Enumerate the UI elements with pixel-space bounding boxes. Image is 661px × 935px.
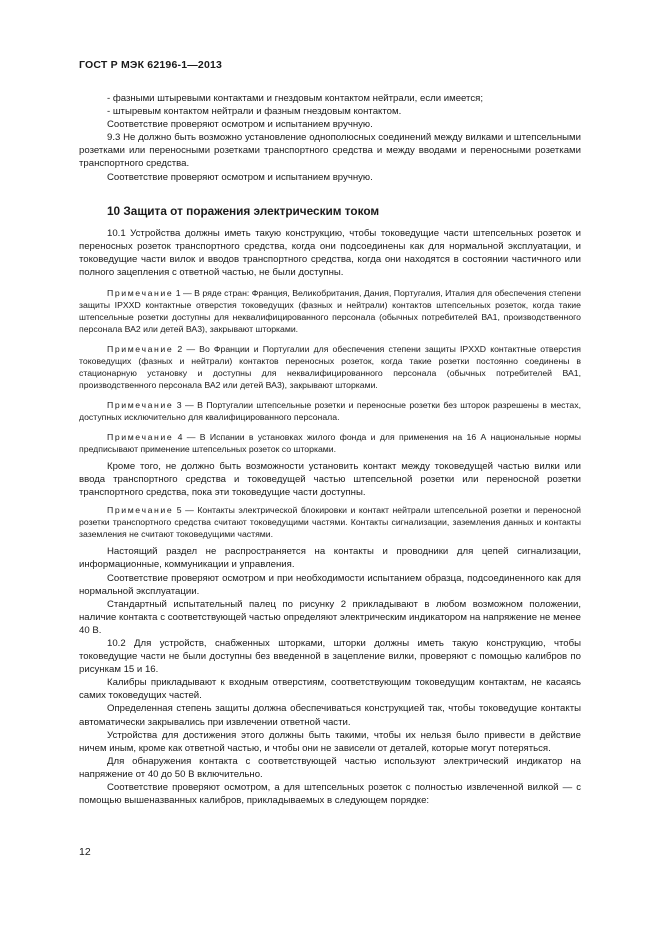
note-1 xyxy=(79,287,581,335)
document-header: ГОСТ Р МЭК 62196-1—2013 xyxy=(79,59,223,71)
paragraph-protection: Определенная степень защиты должна обеспечиваться конструкцией так, чтобы токоведущие контакты автоматически закрывались при извлечении ответной части. xyxy=(79,703,581,728)
list-item: - фазными штыревыми контактами и гнездовым контактом нейтрали, если имеется; xyxy=(107,93,483,104)
page-content xyxy=(79,92,581,807)
note-text: 5 — Контакты электрической блокировки и контакт нейтрали штепсельной розетки и переносной розетки транспортного средства считают токоведущими частями. Контакты сигнализации, заземления данных и контакты заземления не считают токоведущими частями. xyxy=(79,505,581,540)
note-label: Примечание xyxy=(107,432,174,443)
paragraph-final-check: Соответствие проверяют осмотром, а для штепсельных розеток с полностью извлеченной вилкой — с помощью вышеназванных калибров, прикладываемых в следующем порядке: xyxy=(79,782,581,807)
page-number: 12 xyxy=(79,846,91,858)
paragraph-check: Соответствие проверяют осмотром и испытанием вручную. xyxy=(107,119,373,131)
note-2 xyxy=(79,343,581,391)
note-3 xyxy=(79,399,581,423)
list-item: - штыревым контактом нейтрали и фазным гнездовым контактом. xyxy=(107,106,402,118)
paragraph-gauges: Калибры прикладывают к входным отверстиям, соответствующим токоведущим контактам, не касаясь самих токоведущих частей. xyxy=(79,677,581,702)
note-label: Примечание xyxy=(107,400,174,411)
paragraph-contact: Кроме того, не должно быть возможности установить контакт между токоведущей частью вилки или ввода транспортного средства и токоведущей частью штепсельной розетки или переносной розетки транспортного средства, пока эти токоведущие части доступны. xyxy=(79,461,581,499)
note-label: Примечание xyxy=(107,288,174,299)
paragraph-test-finger: Стандартный испытательный палец по рисунку 2 прикладывают в любом возможном положении, наличие контакта с соответствующей частью определяют электрическим индикатором на напряжение не менее 40 В. xyxy=(79,598,581,636)
note-text: 3 — В Португалии штепсельные розетки и переносные розетки без шторок разрешены в местах, доступных исключительно для квалифицированного персонала. xyxy=(79,400,581,423)
note-label: Примечание xyxy=(107,505,174,516)
note-text: 2 — Во Франции и Португалии для обеспечения степени защиты IPXXD контактные отверстия токоведущих (фазных и нейтрали) контактов переносных розеток, когда такие розетки постоянно соединены в стационарную установку и доступны для неквалифицированного персонала (обычных потребителей ВА1, производственного персонала ВА2 или детей ВА3), закрывают шторками. xyxy=(79,344,581,391)
note-5 xyxy=(79,504,581,540)
paragraph-10-2: 10.2 Для устройств, снабженных шторками, шторки должны иметь такую конструкцию, чтобы токоведущие части не были доступны без введенной в зацепление вилки, проверяют с помощью калибров по рисункам 15 и 16. xyxy=(79,637,581,676)
paragraph-devices: Устройства для достижения этого должны быть такими, чтобы их нельзя было привести в действие ничем иным, кроме как ответной частью, и чтобы они не зависели от деталей, которые могут потеряться. xyxy=(79,729,581,754)
section-title: 10 Защита от поражения электрическим током xyxy=(107,203,380,218)
paragraph-indicator: Для обнаружения контакта с соответствующей частью используют электрический индикатор на напряжение от 40 до 50 В включительно. xyxy=(79,755,581,780)
paragraph-check: Соответствие проверяют осмотром и испытанием вручную. xyxy=(107,171,373,183)
paragraph-9-3: 9.3 Не должно быть возможно установление однополюсных соединений между вилками и штепсельными розетками или переносными розетками транспортного средства и между вводами и переносными розетками транспортного средства. xyxy=(79,132,581,170)
paragraph-scope: Настоящий раздел не распространяется на контакты и проводники для цепей сигнализации, информационные, коммуникации и управления. xyxy=(79,546,581,571)
note-4 xyxy=(79,431,581,455)
note-text: 4 — В Испании в установках жилого фонда и для применения на 16 А национальные нормы предписывают применение штепсельных розеток со шторками. xyxy=(79,432,581,455)
note-label: Примечание xyxy=(107,344,174,355)
note-text: 1 — В ряде стран: Франция, Великобритания, Дания, Португалия, Италия для обеспечения степени защиты IPXXD контактные отверстия токоведущих (фазных и нейтрали) контактов штепсельных розеток, когда такие штепсельные розетки доступны для неквалифицированного персонала (обычных потребителей ВА1, производственного персонала ВА2 или детей ВА3), закрывают шторками. xyxy=(79,288,581,335)
paragraph-check-sample: Соответствие проверяют осмотром и при необходимости испытанием образца, подсоединенного как для нормальной эксплуатации. xyxy=(79,572,581,597)
paragraph-10-1: 10.1 Устройства должны иметь такую конструкцию, чтобы токоведущие части штепсельных розеток и переносных розеток транспортного средства, когда они подсоединены как для нормальной эксплуатации, и токоведущие части вилок и вводов транспортного средства, когда они находятся в состоянии частичного или полного зацепления с ответной частью, не были доступны. xyxy=(79,227,581,278)
